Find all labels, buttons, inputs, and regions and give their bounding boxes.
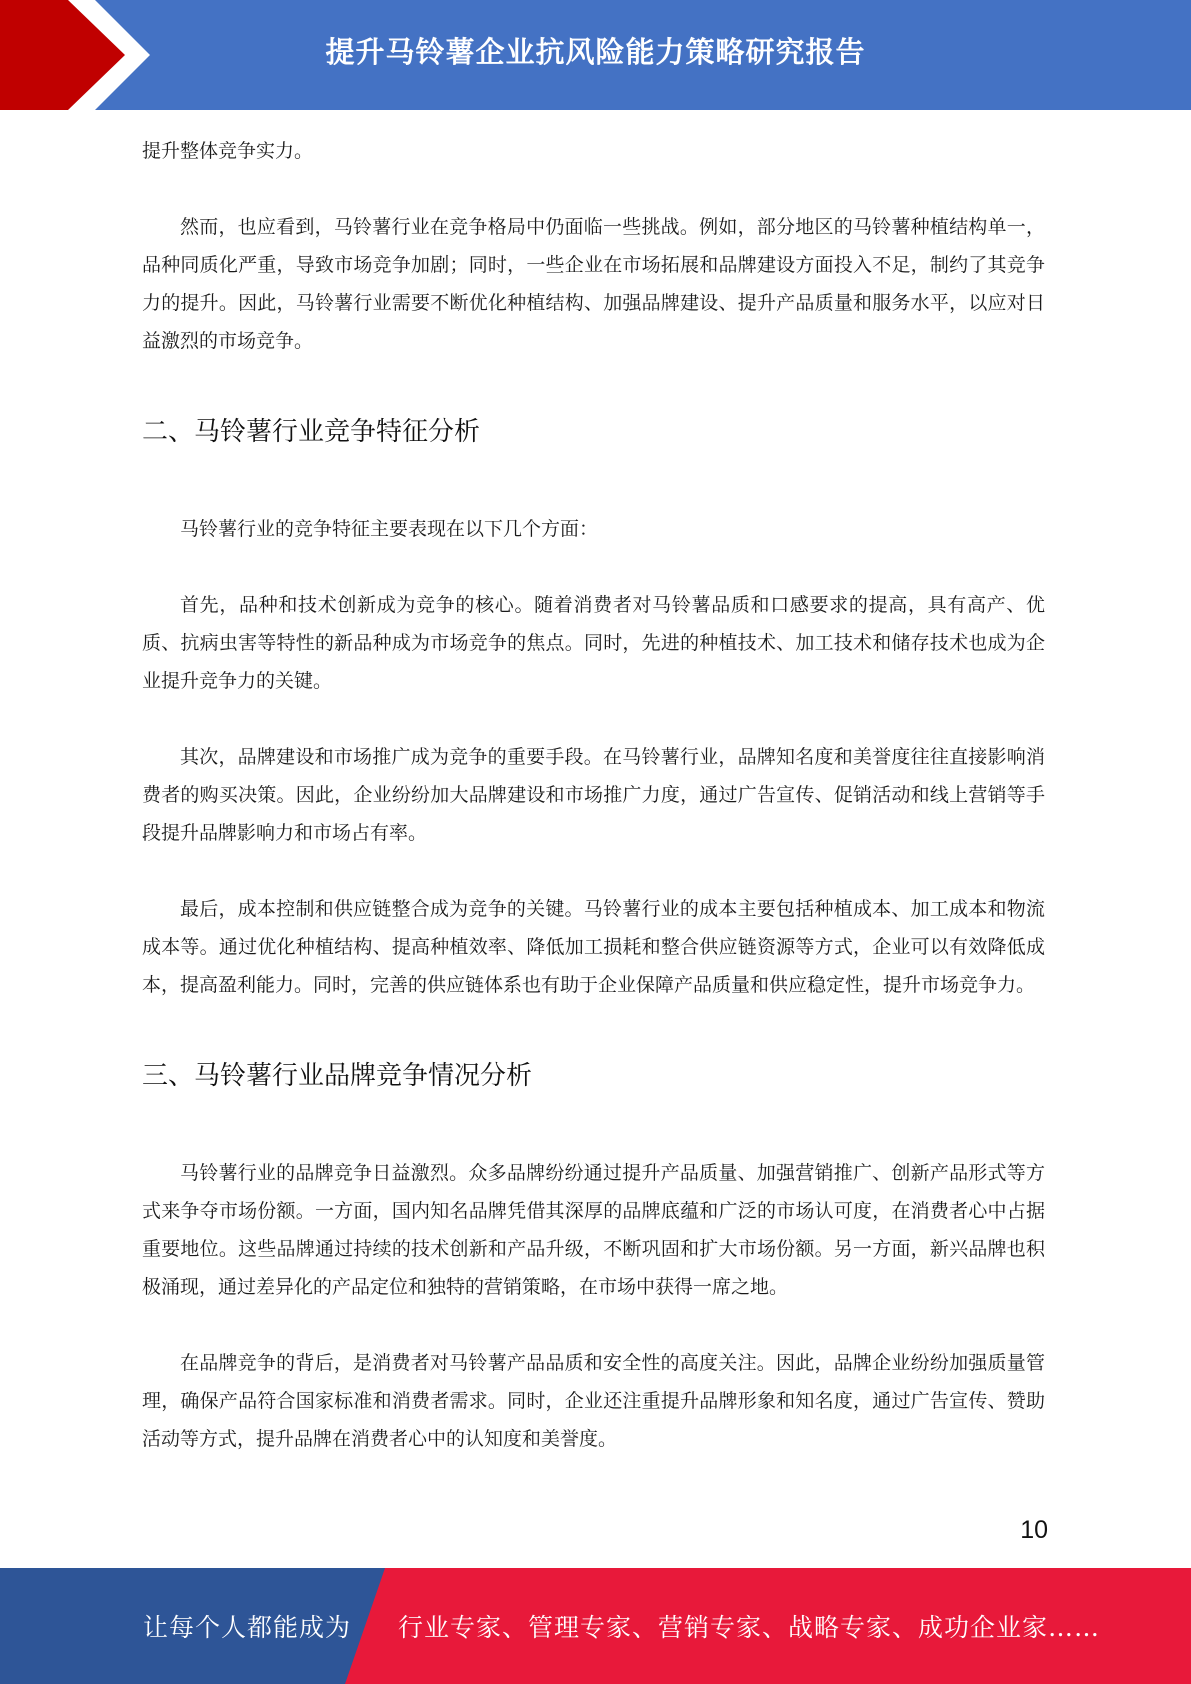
paragraph-intro-features: 马铃薯行业的竞争特征主要表现在以下几个方面：: [180, 518, 599, 540]
footer-slogan-left: 让每个人都能成为: [143, 1613, 352, 1642]
document-body: [142, 132, 1045, 1458]
paragraph-second: 其次，品牌建设和市场推广成为竞争的重要手段。在马铃薯行业，品牌知名度和美誉度往往直接影响消费者的购买决策。因此，企业纷纷加大品牌建设和市场推广力度，通过广告宣传、促销活动和线上营销等手段提升品牌影响力和市场占有率。: [142, 746, 1045, 844]
paragraph-first: 首先，品种和技术创新成为竞争的核心。随着消费者对马铃薯品质和口感要求的提高，具有高产、优质、抗病虫害等特性的新品种成为市场竞争的焦点。同时，先进的种植技术、加工技术和储存技术也成为企业提升竞争力的关键。: [142, 594, 1045, 692]
report-title: [0, 0, 1191, 100]
paragraph-brand-competition: 马铃薯行业的品牌竞争日益激烈。众多品牌纷纷通过提升产品质量、加强营销推广、创新产品形式等方式来争夺市场份额。一方面，国内知名品牌凭借其深厚的品牌底蕴和广泛的市场认可度，在消费者心中占据重要地位。这些品牌通过持续的技术创新和产品升级，不断巩固和扩大市场份额。另一方面，新兴品牌也积极涌现，通过差异化的产品定位和独特的营销策略，在市场中获得一席之地。: [142, 1162, 1045, 1298]
paragraph-brand-quality: 在品牌竞争的背后，是消费者对马铃薯产品品质和安全性的高度关注。因此，品牌企业纷纷加强质量管理，确保产品符合国家标准和消费者需求。同时，企业还注重提升品牌形象和知名度，通过广告宣传、赞助活动等方式，提升品牌在消费者心中的认知度和美誉度。: [142, 1352, 1045, 1450]
report-title-text: 提升马铃薯企业抗风险能力策略研究报告: [325, 34, 866, 69]
paragraph-last: 最后，成本控制和供应链整合成为竞争的关键。马铃薯行业的成本主要包括种植成本、加工成本和物流成本等。通过优化种植结构、提高种植效率、降低加工损耗和整合供应链资源等方式，企业可以有效降低成本，提高盈利能力。同时，完善的供应链体系也有助于企业保障产品质量和供应稳定性，提升市场竞争力。: [142, 898, 1045, 996]
paragraph-challenges: 然而，也应看到，马铃薯行业在竞争格局中仍面临一些挑战。例如，部分地区的马铃薯种植结构单一，品种同质化严重，导致市场竞争加剧；同时，一些企业在市场拓展和品牌建设方面投入不足，制约了其竞争力的提升。因此，马铃薯行业需要不断优化种植结构、加强品牌建设、提升产品质量和服务水平，以应对日益激烈的市场竞争。: [142, 216, 1045, 352]
paragraph-continuation: 提升整体竞争实力。: [142, 140, 314, 162]
page-number: 10: [1020, 1516, 1048, 1544]
page-header: [0, 0, 1191, 110]
footer-slogan-right: 行业专家、管理专家、营销专家、战略专家、成功企业家……: [398, 1613, 1101, 1642]
page-footer: [0, 1568, 1191, 1684]
section-heading-2: 二、马铃薯行业竞争特征分析: [142, 417, 481, 447]
section-heading-3: 三、马铃薯行业品牌竞争情况分析: [142, 1061, 533, 1091]
